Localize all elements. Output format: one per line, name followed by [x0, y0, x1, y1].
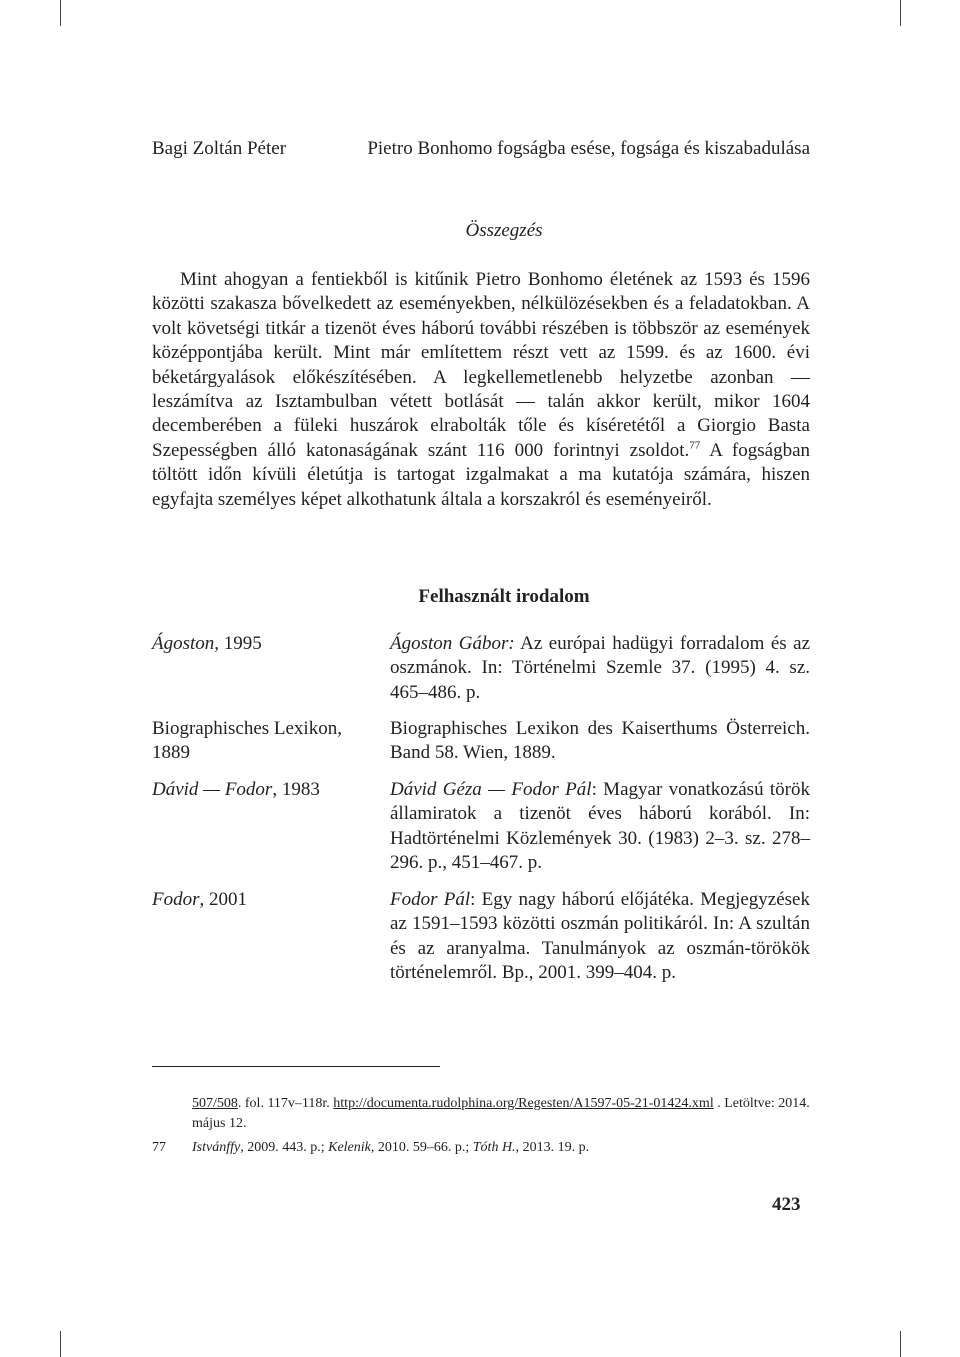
- section-heading-bibliography: Felhasznált irodalom: [418, 586, 590, 607]
- summary-text-2: A fogságban töltött időn kívüli életútja is tartogat izgalmakat a ma kutatója számára, hiszen egyfajta személyes képet alkothatunk általa a korszakról és eseményeiről.: [152, 439, 811, 510]
- running-header-title: Pietro Bonhomo fogságba esése, fogsága és kiszabadulása: [367, 138, 810, 159]
- bibliography-entry: [152, 778, 810, 876]
- summary-text-1: Mint ahogyan a fentiekből is kitűnik Pietro Bonhomo életének az 1593 és 1596 közötti szakasza bővelkedett az eseményekben, nélkülözésekben és a feladatokban. A volt követségi titkár a tizenöt éves háború további részében is többször az események középpontjába került. Mint már említettem részt vett az 1599. és az 1600. évi béketárgyalások előkészítésében. A legkellemetlenebb helyzetbe azonban — leszámítva az Isztambulban vétett botlását — talán akkor került, mikor 1604 decemberében a füleki huszárok elrabolták tőle és kíséretétől a Giorgio Basta Szepességben álló katonaságának szánt 116 000 forintnyi zsoldot.: [152, 269, 810, 461]
- running-header-author: Bagi Zoltán Péter: [152, 138, 287, 159]
- summary-paragraph: [152, 268, 810, 512]
- footnote-rule: [152, 1066, 440, 1067]
- bibliography-key: Dávid — Fodor, 1983: [152, 779, 320, 800]
- footnote-ref-archive[interactable]: 507/508: [192, 1096, 238, 1111]
- bibliography-desc: Dávid Géza — Fodor Pál: Magyar vonatkozású török államiratok a tizenöt éves háború korából. In: Hadtörténelmi Közlemények 30. (1983) 2–3. sz. 278–296. p., 451–467. p.: [390, 779, 811, 874]
- footnote-77: 77 Istvánffy, 2009. 443. p.; Kelenik, 2010. 59–66. p.; Tóth H., 2013. 19. p.: [152, 1138, 812, 1158]
- bibliography-desc: Fodor Pál: Egy nagy háború előjátéka. Megjegyzések az 1591–1593 közötti oszmán politikáról. In: A szultán és az aranyalma. Tanulmányok az oszmán-törökök történelemről. Bp., 2001. 399–404. p.: [390, 889, 810, 984]
- crop-mark: [60, 1331, 61, 1357]
- footnote-continuation: 507/508. fol. 117v–118r. http://documenta.rudolphina.org/Regesten/A1597-05-21-01424.xml . Letöltve: 2014. május 12.: [192, 1096, 810, 1131]
- bibliography-desc: Biographisches Lexikon des Kaiserthums Österreich. Band 58. Wien, 1889.: [390, 718, 810, 764]
- footnote-number: 77: [152, 1140, 166, 1155]
- bibliography-entry: [152, 888, 810, 986]
- crop-mark: [900, 0, 901, 26]
- crop-mark: [900, 1331, 901, 1357]
- footnote-ref-77[interactable]: 77: [689, 439, 701, 452]
- bibliography-key: Ágoston, 1995: [152, 633, 262, 654]
- crop-mark: [60, 0, 61, 26]
- bibliography-key: Biographisches Lexikon, 1889: [152, 718, 342, 764]
- bibliography-key: Fodor, 2001: [152, 889, 247, 910]
- page-number: 423: [772, 1194, 801, 1215]
- bibliography-entry: [152, 632, 810, 705]
- footnote-url[interactable]: http://documenta.rudolphina.org/Regesten/A1597-05-21-01424.xml: [333, 1096, 714, 1111]
- bibliography-desc: Ágoston Gábor: Az európai hadügyi forradalom és az oszmánok. In: Történelmi Szemle 37. (1995) 4. sz. 465–486. p.: [390, 633, 811, 703]
- section-heading-summary: Összegzés: [465, 220, 543, 241]
- bibliography-entry: [152, 717, 810, 766]
